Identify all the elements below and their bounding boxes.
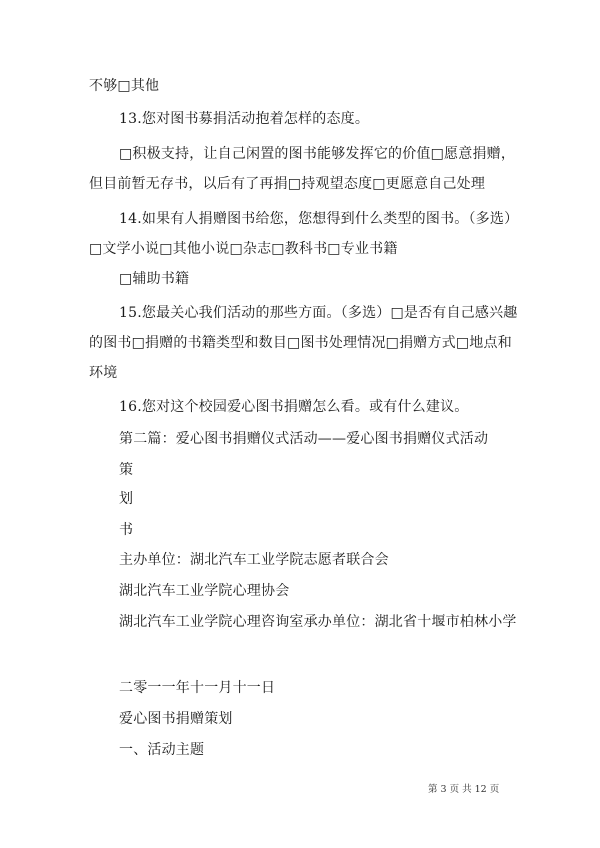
section-activity-theme: 一、活动主题	[119, 742, 205, 758]
section-heading: 第二篇：爱心图书捐赠仪式活动——爱心图书捐赠仪式活动	[119, 431, 489, 447]
text-line-9: 的图书□捐赠的书籍类型和数目□图书处理情况□捐赠方式□地点和	[89, 335, 512, 351]
question-16: 16.您对这个校园爱心图书捐赠怎么看。或有什么建议。	[119, 399, 469, 415]
page-number: 第 3 页 共 12 页	[428, 784, 500, 795]
vertical-title-char-1: 策	[119, 462, 134, 478]
vertical-title-char-2: 划	[119, 491, 134, 507]
text-line-4: 但目前暂无存书，以后有了再捐□持观望态度□更愿意自己处理	[89, 176, 486, 192]
text-line-7: □辅助书籍	[119, 271, 190, 287]
text-line-10: 环境	[89, 365, 118, 381]
question-14: 14.如果有人捐赠图书给您，您想得到什么类型的图书。（多选）	[119, 211, 519, 227]
question-15: 15.您最关心我们活动的那些方面。（多选）□是否有自己感兴趣	[119, 305, 518, 321]
organizer-line-2: 湖北汽车工业学院心理协会	[119, 583, 290, 599]
organizer-line-3: 湖北汽车工业学院心理咨询室承办单位：湖北省十堰市柏林小学	[119, 614, 517, 630]
question-13: 13.您对图书募捐活动抱着怎样的态度。	[119, 111, 370, 127]
text-line-6: □文学小说□其他小说□杂志□教科书□专业书籍	[89, 241, 398, 257]
vertical-title-char-3: 书	[119, 522, 134, 538]
plan-title: 爱心图书捐赠策划	[119, 711, 233, 727]
date-line: 二零一一年十一月十一日	[119, 680, 276, 696]
text-line-3: □积极支持，让自己闲置的图书能够发挥它的价值□愿意捐赠，	[119, 146, 516, 162]
text-line-1: 不够□其他	[89, 78, 160, 94]
organizer-line: 主办单位：湖北汽车工业学院志愿者联合会	[119, 552, 389, 568]
